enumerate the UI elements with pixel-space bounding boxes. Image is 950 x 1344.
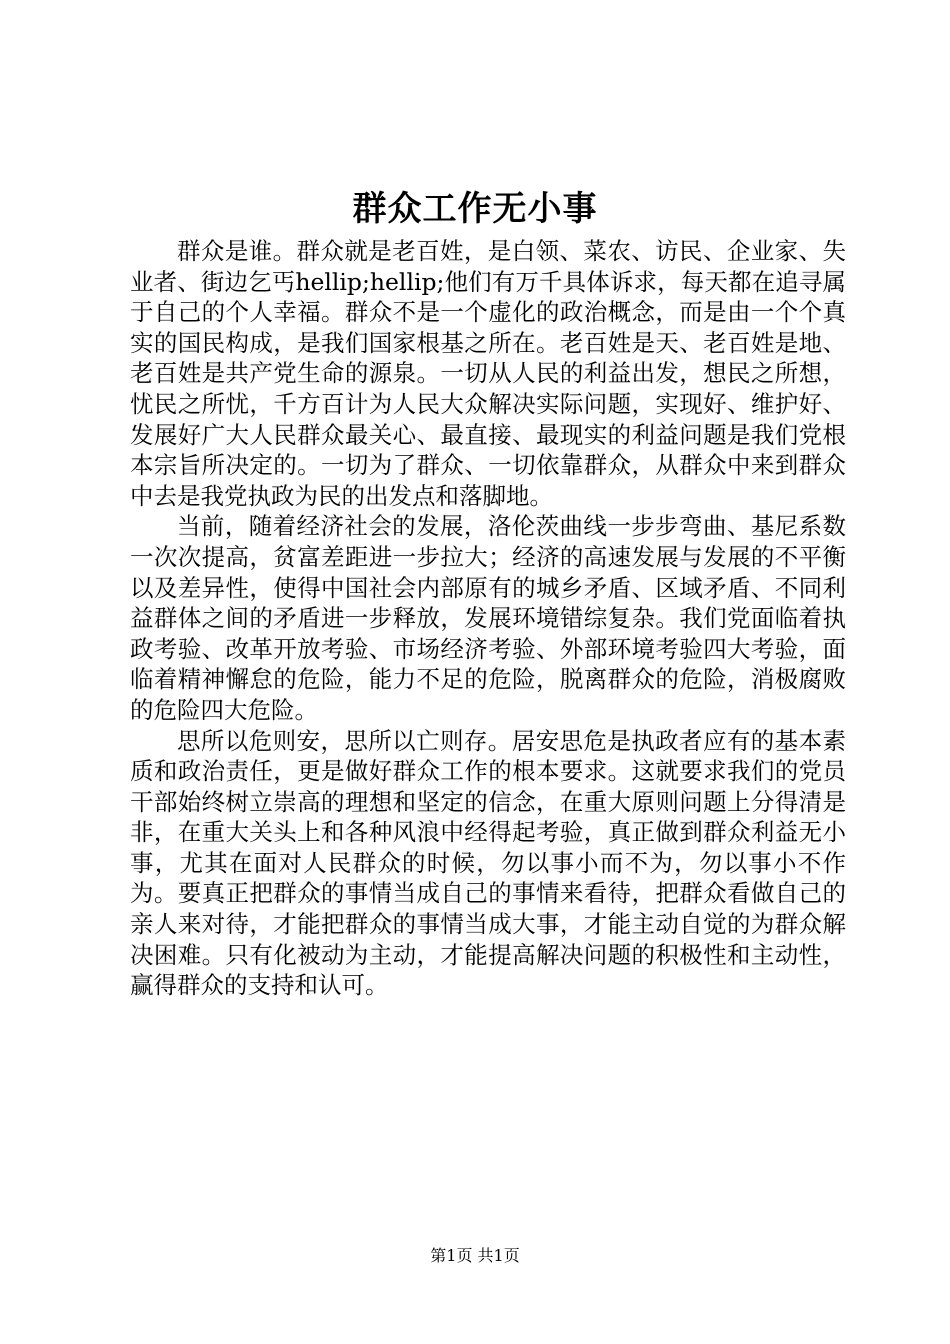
paragraph: 群众是谁。群众就是老百姓，是白领、菜农、访民、企业家、失业者、街边乞丐hellip;hellip;他们有万千具体诉求，每天都在追寻属于自己的个人幸福。群众不是一个虚化的政治概念，而是由一个个真实的国民构成，是我们国家根基之所在。老百姓是天、老百姓是地、老百姓是共产党生命的源泉。一切从人民的利益出发，想民之所想，忧民之所忧，千方百计为人民大众解决实际问题，实现好、维护好、发展好广大人民群众最关心、最直接、最现实的利益问题是我们党根本宗旨所决定的。一切为了群众、一切依靠群众，从群众中来到群众中去是我党执政为民的出发点和落脚地。	[130, 237, 846, 510]
page-footer: 第1页 共1页	[430, 1246, 520, 1265]
paragraph: 思所以危则安，思所以亡则存。居安思危是执政者应有的基本素质和政治责任，更是做好群众工作的根本要求。这就要求我们的党员干部始终树立崇高的理想和坚定的信念，在重大原则问题上分得清是非，在重大关头上和各种风浪中经得起考验，真正做到群众利益无小事，尤其在面对人民群众的时候，勿以事小而不为，勿以事小不作为。要真正把群众的事情当成自己的事情来看待，把群众看做自己的亲人来对待，才能把群众的事情当成大事，才能主动自觉的为群众解决困难。只有化被动为主动，才能提高解决问题的积极性和主动性，赢得群众的支持和认可。	[130, 726, 846, 1000]
paragraph: 当前，随着经济社会的发展，洛伦茨曲线一步步弯曲、基尼系数一次次提高，贫富差距进一步拉大；经济的高速发展与发展的不平衡以及差异性，使得中国社会内部原有的城乡矛盾、区域矛盾、不同利益群体之间的矛盾进一步释放，发展环境错综复杂。我们党面临着执政考验、改革开放考验、市场经济考验、外部环境考验四大考验，面临着精神懈怠的危险，能力不足的危险，脱离群众的危险，消极腐败的危险四大危险。	[130, 512, 846, 724]
document-title: 群众工作无小事	[352, 189, 598, 229]
document-body	[130, 236, 846, 1001]
